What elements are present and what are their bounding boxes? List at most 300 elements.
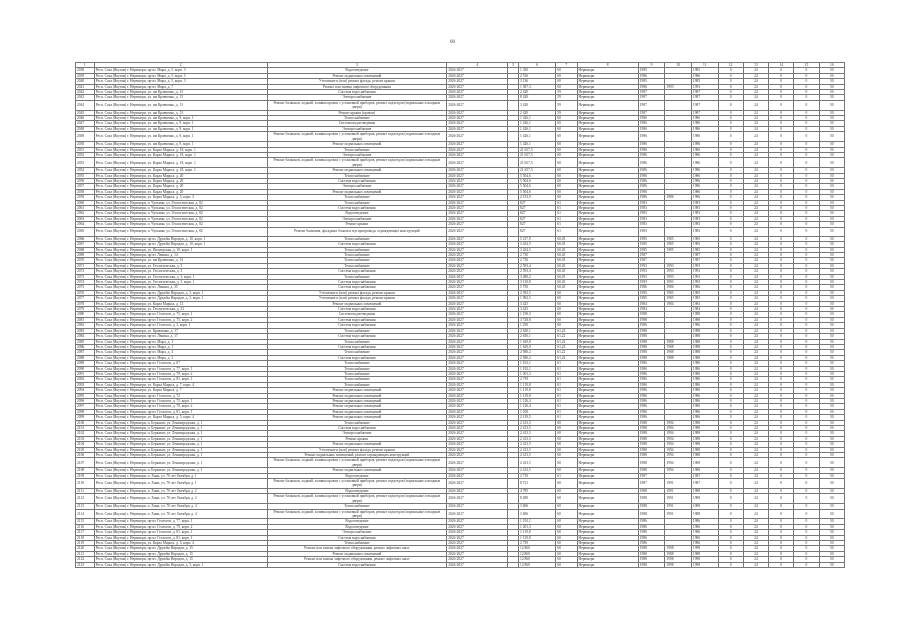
cell-number: 2070 — [76, 258, 95, 263]
cell-period: 2026-2027 — [447, 388, 508, 393]
cell-cost: 827 — [519, 205, 556, 210]
cell-year-built: 1984 — [638, 301, 665, 306]
cell-number: 2053 — [76, 158, 95, 168]
cell-year-last: 1986 — [691, 404, 718, 409]
cell-year-last: 1986 — [691, 382, 718, 387]
cell-wear: 60 — [556, 296, 577, 301]
cell-address: Респ. Саха (Якутия) г. Нерюнгри, ул. Карла Маркса, д. 20 — [94, 189, 267, 194]
cell-cost: 8 420 — [519, 95, 556, 100]
cell-period: 2026-2027 — [447, 431, 508, 436]
cell-period: 2026-2027 — [447, 312, 508, 317]
cell-municipality: Нерюнгри — [577, 95, 638, 100]
table-row — [76, 222, 845, 227]
cell-work-type: Ремонт балконов, лоджий, заливка кровли с установкой приборов, ремонт подъездов (подвальные и входные двери) — [267, 158, 447, 168]
table-row — [76, 317, 845, 322]
cell-value: 0 — [769, 290, 794, 295]
cell-value: 24 — [743, 263, 768, 268]
cell-municipality: Нерюнгри — [577, 382, 638, 387]
cell-wear: 61 — [556, 361, 577, 366]
cell-address: Респ. Саха (Якутия) г. Нерюнгри, п. Хани, ул. 70 лет Октября, д. 4 — [94, 509, 267, 519]
cell-year-last: 1986 — [691, 178, 718, 183]
cell-year-last: 1987 — [691, 110, 718, 115]
cell-work-type: Утепление и (или) ремонт фасада, ремонт крыши — [267, 79, 447, 84]
cell-value: 0 — [769, 447, 794, 452]
cell-year-last: 1988 — [691, 504, 718, 509]
cell-value: 0 — [794, 361, 819, 366]
cell-value: 24 — [743, 562, 768, 567]
cell-value: 0 — [794, 479, 819, 489]
cell-wear: 60,45 — [556, 285, 577, 290]
cell-year-built: 1988 — [638, 562, 665, 567]
cell-value: 50 — [819, 307, 844, 312]
cell-year-repair: 1984 — [665, 301, 692, 306]
cell-municipality: Нерюнгри — [577, 90, 638, 95]
cell-value: 0 — [769, 68, 794, 73]
cell-year-last: 1986 — [691, 158, 718, 168]
cell-value: 50 — [819, 431, 844, 436]
table-row — [76, 426, 845, 431]
cell-number: 2090 — [76, 366, 95, 371]
cell-year-repair: 1994 — [665, 458, 692, 468]
column-header: 4 — [447, 63, 508, 68]
cell-address: Респ. Саха (Якутия) г. Нерюнгри, ул. Карла Маркса, д. 7, корп. 4 — [94, 382, 267, 387]
cell-value: 0 — [794, 216, 819, 221]
cell-value: 0 — [794, 334, 819, 339]
cell-value: 0 — [769, 158, 794, 168]
cell-wear: 60 — [556, 168, 577, 173]
cell-year-repair: 1991 — [665, 509, 692, 519]
cell-value: 24 — [743, 301, 768, 306]
cell-year-built: 1986 — [638, 371, 665, 376]
cell-municipality: Нерюнгри — [577, 388, 638, 393]
cell-year-last: 1987 — [691, 473, 718, 478]
cell-value: 0 — [718, 546, 743, 551]
cell-value: 0 — [769, 530, 794, 535]
cell-address: Респ. Саха (Якутия) г. Нерюнгри, пр-кт. Геологов, д. 79, корп. 2 — [94, 404, 267, 409]
cell-period: 2026-2027 — [447, 68, 508, 73]
cell-value: 24 — [743, 184, 768, 189]
cell-value: 0 — [718, 355, 743, 360]
cell-value: 0 — [769, 301, 794, 306]
cell-value: 24 — [743, 393, 768, 398]
cell-value: 24 — [743, 205, 768, 210]
cell-value: 0 — [718, 84, 743, 89]
cell-value: 50 — [819, 382, 844, 387]
cell-cost: 1 629,8 — [519, 339, 556, 344]
cell-value: 0 — [718, 468, 743, 473]
cell-work-type: Теплоснабжение — [267, 339, 447, 344]
cell-work-type: Система водоснабжения — [267, 535, 447, 540]
cell-number: 2068 — [76, 247, 95, 252]
cell-year-repair — [665, 227, 692, 236]
cell-municipality: Нерюнгри — [577, 409, 638, 414]
cell-value: 0 — [769, 442, 794, 447]
cell-cost: 1 587,3 — [519, 84, 556, 89]
cell-number: 2084 — [76, 334, 95, 339]
cell-value: 50 — [819, 116, 844, 121]
cell-work-type: Теплоснабжение — [267, 173, 447, 178]
cell-wear: 60 — [556, 458, 577, 468]
cell-work-type: Система водоснабжения — [267, 323, 447, 328]
cell-value: 24 — [743, 90, 768, 95]
cell-value: 0 — [769, 227, 794, 236]
cell-value: 50 — [819, 184, 844, 189]
cell-value: 0 — [769, 211, 794, 216]
cell-value: 0 — [718, 317, 743, 322]
cell-wear: 60 — [556, 436, 577, 441]
cell-value: 24 — [743, 121, 768, 126]
cell-value: 0 — [794, 398, 819, 403]
cell-municipality: Нерюнгри — [577, 361, 638, 366]
cell-cost: 2 739 — [519, 377, 556, 382]
cell-year-repair: 1994 — [665, 431, 692, 436]
cell-value: 50 — [819, 258, 844, 263]
cell-value: 24 — [743, 453, 768, 458]
cell-value: 24 — [743, 334, 768, 339]
cell-work-type: Электроснабжение — [267, 431, 447, 436]
cell-work-type: Ремонт подвальных помещений — [267, 551, 447, 556]
cell-wear: 59 — [556, 100, 577, 110]
cell-value: 24 — [743, 253, 768, 258]
cell-cost: 2 413,5 — [519, 458, 556, 468]
cell-value: 0 — [718, 447, 743, 452]
cell-year-last: 1988 — [691, 339, 718, 344]
cell-municipality: Нерюнгри — [577, 247, 638, 252]
cell-value: 50 — [819, 68, 844, 73]
cell-value: 0 — [769, 307, 794, 312]
cell-work-type: Теплоснабжение — [267, 258, 447, 263]
cell-value: 0 — [718, 504, 743, 509]
cell-year-repair: 1994 — [665, 468, 692, 473]
cell-year-repair: 1994 — [665, 420, 692, 425]
table-row — [76, 211, 845, 216]
table-row — [76, 509, 845, 519]
cell-number: 2110 — [76, 479, 95, 489]
cell-municipality: Нерюнгри — [577, 205, 638, 210]
cell-value: 0 — [769, 200, 794, 205]
cell-cost: 2 710 — [519, 473, 556, 478]
cell-value: 0 — [769, 152, 794, 157]
cell-cost: 1 119,8 — [519, 393, 556, 398]
cell-year-repair: 1994 — [665, 447, 692, 452]
cell-period: 2026-2027 — [447, 173, 508, 178]
cell-municipality: Нерюнгри — [577, 236, 638, 241]
cell-year-built: 1988 — [638, 504, 665, 509]
cell-address: Респ. Саха (Якутия) г. Нерюнгри, ул. им Кравченко, д. 9, корп. 1 — [94, 142, 267, 147]
cell-year-repair: 1993 — [665, 274, 692, 279]
cell-municipality: Нерюнгри — [577, 393, 638, 398]
cell-municipality: Нерюнгри — [577, 312, 638, 317]
table-row — [76, 524, 845, 529]
table-row — [76, 200, 845, 205]
cell-value: 24 — [743, 447, 768, 452]
cell-period: 2026-2027 — [447, 269, 508, 274]
cell-address: Респ. Саха (Якутия) г. Нерюнгри, пр-кт. Дружбы Народов, д. 15 — [94, 551, 267, 556]
cell-period: 2026-2027 — [447, 227, 508, 236]
cell-cost: 2 413,5 — [519, 442, 556, 447]
cell-address: Респ. Саха (Якутия) г. Нерюнгри, пр-кт. Геологов, д. 75, корп. 1 — [94, 312, 267, 317]
cell-year-built: 1988 — [638, 317, 665, 322]
cell-value: 24 — [743, 79, 768, 84]
cell-value: 0 — [718, 173, 743, 178]
cell-municipality: Нерюнгри — [577, 285, 638, 290]
cell-value: 24 — [743, 339, 768, 344]
cell-year-built: 1986 — [638, 530, 665, 535]
cell-municipality: Нерюнгри — [577, 371, 638, 376]
cell-address: Респ. Саха (Якутия) г. Нерюнгри, ул. Карла Маркса, д. 5, корп. 4 — [94, 540, 267, 545]
cell-value: 0 — [794, 79, 819, 84]
table-row — [76, 280, 845, 285]
cell-value: 50 — [819, 442, 844, 447]
cell-work-type: Теплоснабжение — [267, 371, 447, 376]
cell-year-built: 1986 — [638, 377, 665, 382]
cell-number: 2055 — [76, 173, 95, 178]
cell-value: 0 — [718, 404, 743, 409]
cell-cost: 1 119,8 — [519, 530, 556, 535]
cell-year-built: 1993 — [638, 280, 665, 285]
cell-period: 2026-2027 — [447, 211, 508, 216]
cell-number: 2052 — [76, 152, 95, 157]
cell-value: 50 — [819, 562, 844, 567]
table-row — [76, 453, 845, 458]
cell-wear: 60,45 — [556, 280, 577, 285]
cell-value: 50 — [819, 409, 844, 414]
cell-period: 2026-2027 — [447, 263, 508, 268]
cell-work-type: Водоотведение — [267, 488, 447, 493]
cell-value: 24 — [743, 473, 768, 478]
cell-year-built: 1987 — [638, 258, 665, 263]
cell-year-built: 1986 — [638, 73, 665, 78]
cell-mark — [508, 132, 519, 142]
cell-work-type: Система водоснабжения — [267, 317, 447, 322]
table-row — [76, 442, 845, 447]
cell-value: 0 — [769, 168, 794, 173]
cell-municipality: Нерюнгри — [577, 426, 638, 431]
column-header: 5 — [508, 63, 519, 68]
cell-address: Респ. Саха (Якутия) г. Нерюнгри, пр-кт. Геологов, д. 81, корп. 1 — [94, 535, 267, 540]
cell-cost: 1 426,1 — [519, 121, 556, 126]
cell-year-last: 1993 — [691, 84, 718, 89]
cell-value: 0 — [769, 398, 794, 403]
cell-year-built: 1988 — [638, 420, 665, 425]
cell-value: 50 — [819, 488, 844, 493]
cell-wear: 61 — [556, 473, 577, 478]
cell-number: 2067 — [76, 242, 95, 247]
cell-year-repair: 1988 — [665, 350, 692, 355]
cell-year-last: 1986 — [691, 524, 718, 529]
cell-period: 2026-2027 — [447, 415, 508, 420]
table-row — [76, 494, 845, 504]
cell-cost: 5 504,6 — [519, 178, 556, 183]
cell-municipality: Нерюнгри — [577, 152, 638, 157]
cell-value: 0 — [794, 540, 819, 545]
cell-value: 0 — [718, 95, 743, 100]
cell-period: 2026-2027 — [447, 195, 508, 200]
cell-municipality: Нерюнгри — [577, 458, 638, 468]
cell-value: 0 — [718, 242, 743, 247]
cell-number: 2118 — [76, 535, 95, 540]
cell-year-last: 1986 — [691, 73, 718, 78]
cell-value: 24 — [743, 382, 768, 387]
cell-period: 2026-2027 — [447, 152, 508, 157]
cell-work-type: Ремонт подвальных помещений — [267, 189, 447, 194]
cell-value: 50 — [819, 110, 844, 115]
cell-cost: 3 606 — [519, 509, 556, 519]
cell-work-type: Теплоснабжение — [267, 195, 447, 200]
cell-value: 0 — [794, 473, 819, 478]
cell-work-type: Ремонт крыши — [267, 436, 447, 441]
cell-address: Респ. Саха (Якутия) г. Нерюнгри, п. Беркакит, ул. Ленинградская, д. 1 — [94, 431, 267, 436]
cell-wear: 60 — [556, 540, 577, 545]
cell-wear: 60 — [556, 152, 577, 157]
cell-value: 50 — [819, 121, 844, 126]
cell-year-last: 1988 — [691, 551, 718, 556]
cell-mark — [508, 227, 519, 236]
cell-value: 50 — [819, 350, 844, 355]
column-header: 12 — [718, 63, 743, 68]
table-row — [76, 290, 845, 295]
cell-municipality: Нерюнгри — [577, 328, 638, 333]
cell-wear: 61,22 — [556, 334, 577, 339]
cell-value: 50 — [819, 388, 844, 393]
cell-mark — [508, 158, 519, 168]
cell-cost: 2 592,5 — [519, 290, 556, 295]
cell-value: 50 — [819, 90, 844, 95]
cell-year-last: 1986 — [691, 168, 718, 173]
cell-municipality: Нерюнгри — [577, 524, 638, 529]
cell-value: 50 — [819, 158, 844, 168]
cell-value: 0 — [718, 388, 743, 393]
cell-value: 24 — [743, 142, 768, 147]
table-row — [76, 409, 845, 414]
cell-work-type: Теплоснабжение — [267, 116, 447, 121]
cell-number: 2082 — [76, 323, 95, 328]
cell-value: 0 — [794, 90, 819, 95]
cell-year-built: 1986 — [638, 147, 665, 152]
cell-cost: 12 860 — [519, 557, 556, 562]
cell-value: 50 — [819, 551, 844, 556]
cell-value: 24 — [743, 557, 768, 562]
cell-value: 0 — [718, 366, 743, 371]
cell-cost: 3 434,5 — [519, 242, 556, 247]
cell-value: 50 — [819, 189, 844, 194]
cell-municipality: Нерюнгри — [577, 447, 638, 452]
cell-value: 24 — [743, 168, 768, 173]
cell-value: 0 — [718, 222, 743, 227]
cell-wear: 60 — [556, 121, 577, 126]
cell-value: 0 — [769, 393, 794, 398]
cell-address: Респ. Саха (Якутия) г. Нерюнгри, ул. им Кравченко, д. 9, корп. 1 — [94, 116, 267, 121]
cell-cost: 3 425 — [519, 307, 556, 312]
cell-work-type: Электроснабжение — [267, 152, 447, 157]
cell-value: 50 — [819, 173, 844, 178]
cell-wear: 60 — [556, 562, 577, 567]
cell-value: 0 — [794, 415, 819, 420]
cell-year-built: 1988 — [638, 426, 665, 431]
cell-cost: 21 657,3 — [519, 152, 556, 157]
cell-address: Респ. Саха (Якутия) г. Нерюнгри, п. Чульман, ул. Геологическая, д. 82 — [94, 222, 267, 227]
cell-mark — [508, 562, 519, 567]
cell-value: 50 — [819, 453, 844, 458]
cell-year-repair: 1993 — [665, 84, 692, 89]
table-row — [76, 312, 845, 317]
cell-cost: 21 657,3 — [519, 147, 556, 152]
cell-wear: 60 — [556, 84, 577, 89]
cell-value: 0 — [794, 546, 819, 551]
cell-address: Респ. Саха (Якутия) г. Нерюнгри, ул. им Кравченко, д. 9, корп. 1 — [94, 132, 267, 142]
cell-wear: 61 — [556, 398, 577, 403]
cell-cost: 8 721 — [519, 479, 556, 489]
cell-value: 50 — [819, 420, 844, 425]
cell-address: Респ. Саха (Якутия) г. Нерюнгри, ул. им Кравченко, д. 13 — [94, 95, 267, 100]
cell-cost: 4 785 — [519, 488, 556, 493]
cell-number: 2063 — [76, 216, 95, 221]
cell-wear: 61 — [556, 415, 577, 420]
cell-address: Респ. Саха (Якутия) г. Нерюнгри, ул. Геологическая, д. 3, корп. 1 — [94, 274, 267, 279]
cell-cost: 827 — [519, 211, 556, 216]
table-row — [76, 420, 845, 425]
cell-year-built: 1986 — [638, 323, 665, 328]
cell-value: 0 — [718, 195, 743, 200]
cell-work-type: Ремонт подвальных помещений — [267, 415, 447, 420]
cell-value: 50 — [819, 79, 844, 84]
cell-value: 0 — [718, 509, 743, 519]
cell-cost: 12 860 — [519, 546, 556, 551]
cell-value: 24 — [743, 280, 768, 285]
cell-value: 0 — [769, 195, 794, 200]
cell-value: 24 — [743, 84, 768, 89]
table-row — [76, 404, 845, 409]
cell-period: 2026-2027 — [447, 290, 508, 295]
cell-cost: 1 190,3 — [519, 312, 556, 317]
cell-value: 0 — [718, 90, 743, 95]
cell-value: 0 — [718, 519, 743, 524]
column-header: 9 — [638, 63, 665, 68]
cell-period: 2026-2027 — [447, 158, 508, 168]
cell-period: 2026-2027 — [447, 280, 508, 285]
cell-municipality: Нерюнгри — [577, 494, 638, 504]
cell-value: 24 — [743, 551, 768, 556]
cell-number: 2066 — [76, 236, 95, 241]
table-row — [76, 546, 845, 551]
cell-period: 2026-2027 — [447, 79, 508, 84]
cell-period: 2026-2027 — [447, 393, 508, 398]
cell-value: 0 — [769, 350, 794, 355]
cell-work-type: Ремонт или замена лифтового оборудования, ремонт лифтовых шахт — [267, 546, 447, 551]
cell-work-type: Ремонт крыши (кровли) — [267, 110, 447, 115]
cell-value: 0 — [794, 247, 819, 252]
cell-year-built: 1993 — [638, 263, 665, 268]
cell-cost: 827 — [519, 200, 556, 205]
cell-value: 0 — [769, 247, 794, 252]
cell-year-built: 1986 — [638, 285, 665, 290]
cell-year-last: 1983 — [691, 200, 718, 205]
cell-value: 24 — [743, 296, 768, 301]
cell-work-type: Ремонт подвальных помещений — [267, 142, 447, 147]
cell-period: 2026-2027 — [447, 453, 508, 458]
cell-address: Респ. Саха (Якутия) г. Нерюнгри, пр-кт. Дружбы Народов, д. 5, корп. 1 — [94, 562, 267, 567]
cell-year-last: 1985 — [691, 296, 718, 301]
cell-number: 2060 — [76, 200, 95, 205]
cell-number: 2081 — [76, 317, 95, 322]
table-row — [76, 458, 845, 468]
cell-value: 0 — [794, 296, 819, 301]
cell-municipality: Нерюнгри — [577, 350, 638, 355]
cell-municipality: Нерюнгри — [577, 100, 638, 110]
cell-year-built: 1986 — [638, 393, 665, 398]
cell-work-type: Утепление и (или) ремонт фасада, ремонт крыши — [267, 296, 447, 301]
column-header: 6 — [519, 63, 556, 68]
